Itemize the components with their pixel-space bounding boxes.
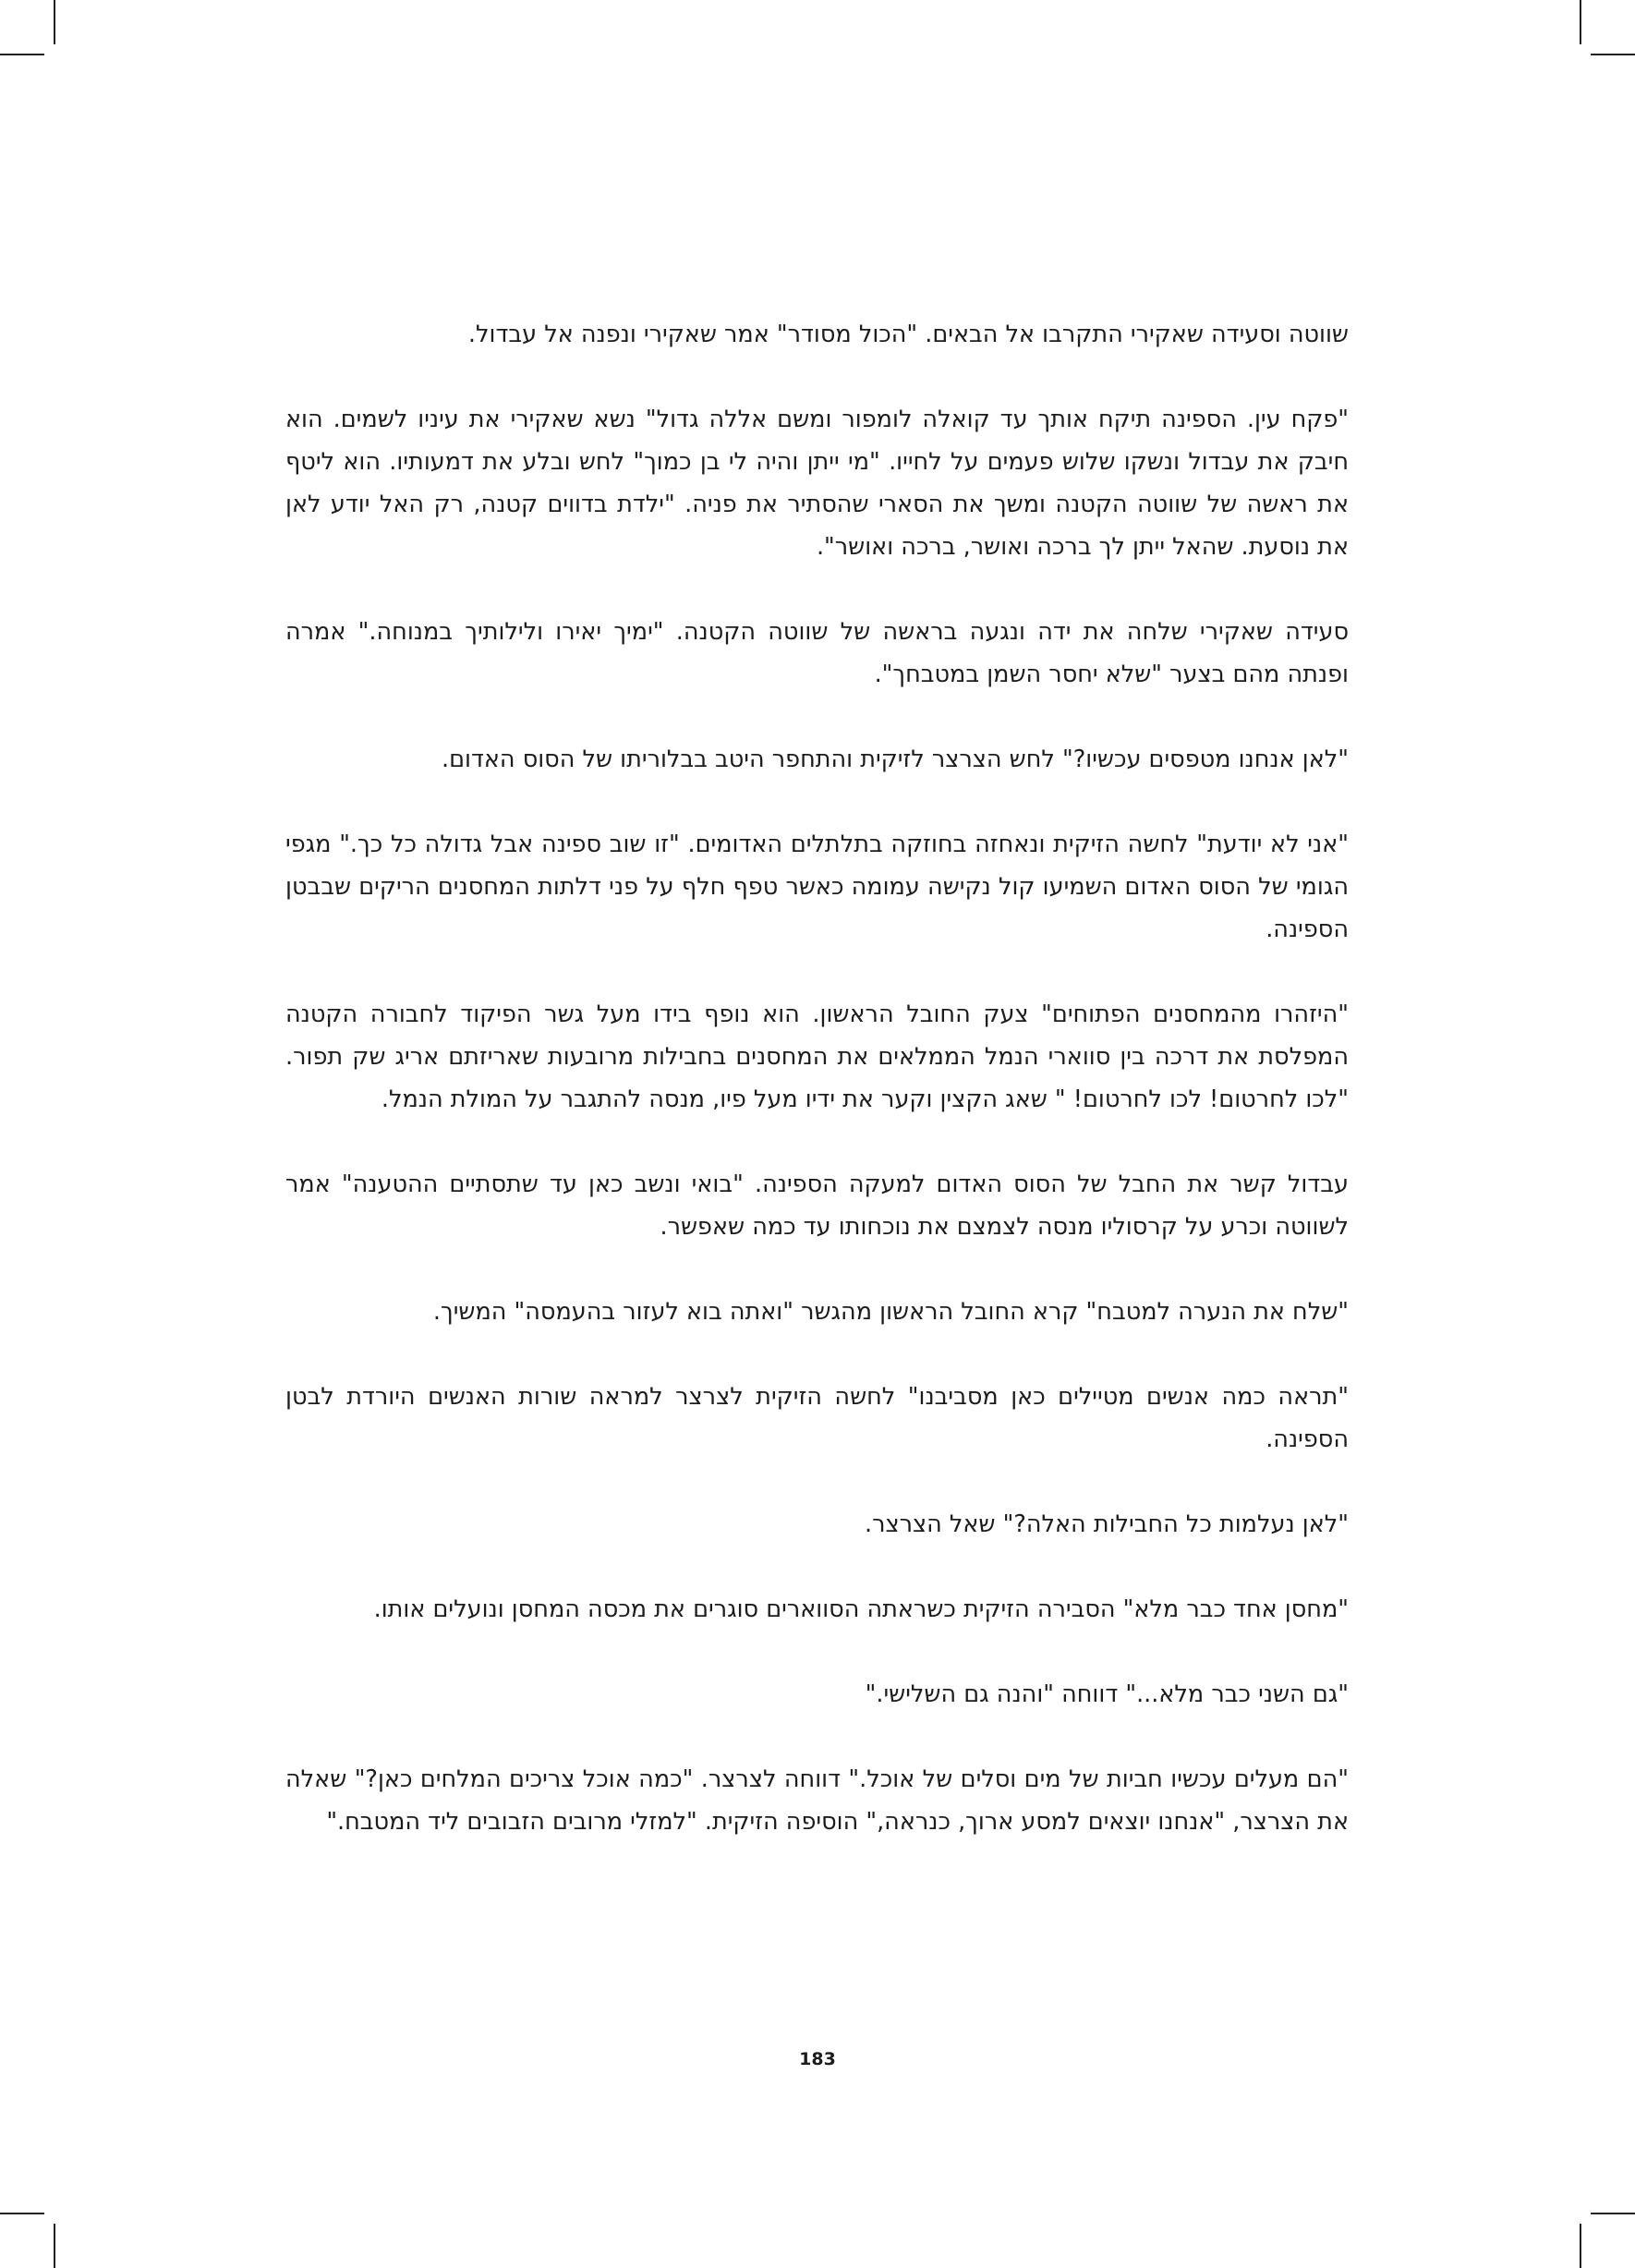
crop-mark-top-left — [54, 0, 55, 44]
crop-mark-top-right — [1580, 0, 1581, 44]
crop-mark-bottom-left — [54, 2224, 55, 2268]
paragraph: "לאן אנחנו מטפסים עכשיו?" לחש הצרצר לזיקית והתחפר היטב בבלוריתו של הסוס האדום. — [441, 746, 1349, 773]
crop-mark-bottom-left — [0, 2213, 44, 2214]
page-number: 183 — [799, 2049, 836, 2069]
crop-mark-bottom-right — [1580, 2224, 1581, 2268]
crop-mark-top-right — [1591, 54, 1635, 55]
paragraph: סעידה שאקירי שלחה את ידה ונגעה בראשה של שווטה הקטנה. "ימיך יאירו ולילותיך במנוחה." אמרה ופנתה מהם בצער "שלא יחסר השמן במטבחך". — [285, 618, 1349, 688]
paragraph: "שלח את הנערה למטבח" קרא החובל הראשון מהגשר "ואתה בוא לעזור בהעמסה" המשיך. — [432, 1298, 1349, 1326]
page-body — [285, 313, 1349, 1843]
crop-mark-bottom-right — [1591, 2213, 1635, 2214]
paragraph: "לאן נעלמות כל החבילות האלה?" שאל הצרצר. — [864, 1510, 1349, 1538]
paragraph: עבדול קשר את החבל של הסוס האדום למעקה הספינה. "בואי ונשב כאן עד שתסתיים ההטענה" אמר לשווטה וכרע על קרסוליו מנסה לצמצם את נוכחותו עד כמה שאפשר. — [285, 1170, 1349, 1241]
paragraph: "היזהרו מהמחסנים הפתוחים" צעק החובל הראשון. הוא נופף בידו מעל גשר הפיקוד לחבורה הקטנה המפלסת את דרכה בין סווארי הנמל הממלאים את המחסנים בחבילות מרובעות שאריזתם אריג שק תפור. "לכו לחרטום! לכו לחרטום! " שאג הקצין וקער את ידיו מעל פיו, מנסה להתגבר על המולת הנמל. — [285, 1001, 1349, 1113]
crop-mark-top-left — [0, 54, 44, 55]
paragraph: "גם השני כבר מלא..." דווחה "והנה גם השלישי." — [865, 1680, 1349, 1708]
paragraph: שווטה וסעידה שאקירי התקרבו אל הבאים. "הכול מסודר" אמר שאקירי ונפנה אל עבדול. — [467, 321, 1349, 348]
paragraph: "הם מעלים עכשיו חביות של מים וסלים של אוכל." דווחה לצרצר. "כמה אוכל צריכים המלחים כאן?" שאלה את הצרצר, "אנחנו יוצאים למסע ארוך, כנראה," הוסיפה הזיקית. "למזלי מרובים הזבובים ליד המטבח." — [285, 1765, 1349, 1836]
paragraph: "אני לא יודעת" לחשה הזיקית ונאחזה בחוזקה בתלתלים האדומים. "זו שוב ספינה אבל גדולה כל כך." מגפי הגומי של הסוס האדום השמיעו קול נקישה עמומה כאשר טפף חלף על פני דלתות המחסנים הריקים שבבטן הספינה. — [285, 831, 1349, 943]
paragraph: "תראה כמה אנשים מטיילים כאן מסביבנו" לחשה הזיקית לצרצר למראה שורות האנשים היורדת לבטן הספינה. — [285, 1383, 1349, 1453]
paragraph: "פקח עין. הספינה תיקח אותך עד קואלה לומפור ומשם אללה גדול" נשא שאקירי את עיניו לשמים. הוא חיבק את עבדול ונשקו שלוש פעמים על לחייו. "מי ייתן והיה לי בן כמוך" לחש ובלע את דמעותיו. הוא ליטף את ראשה של שווטה הקטנה ומשך את הסארי שהסתיר את פניה. "ילדת בדווים קטנה, רק האל יודע לאן את נוסעת. שהאל ייתן לך ברכה ואושר, ברכה ואושר". — [285, 406, 1349, 561]
paragraph: "מחסן אחד כבר מלא" הסבירה הזיקית כשראתה הסווארים סוגרים את מכסה המחסן ונועלים אותו. — [373, 1595, 1349, 1623]
